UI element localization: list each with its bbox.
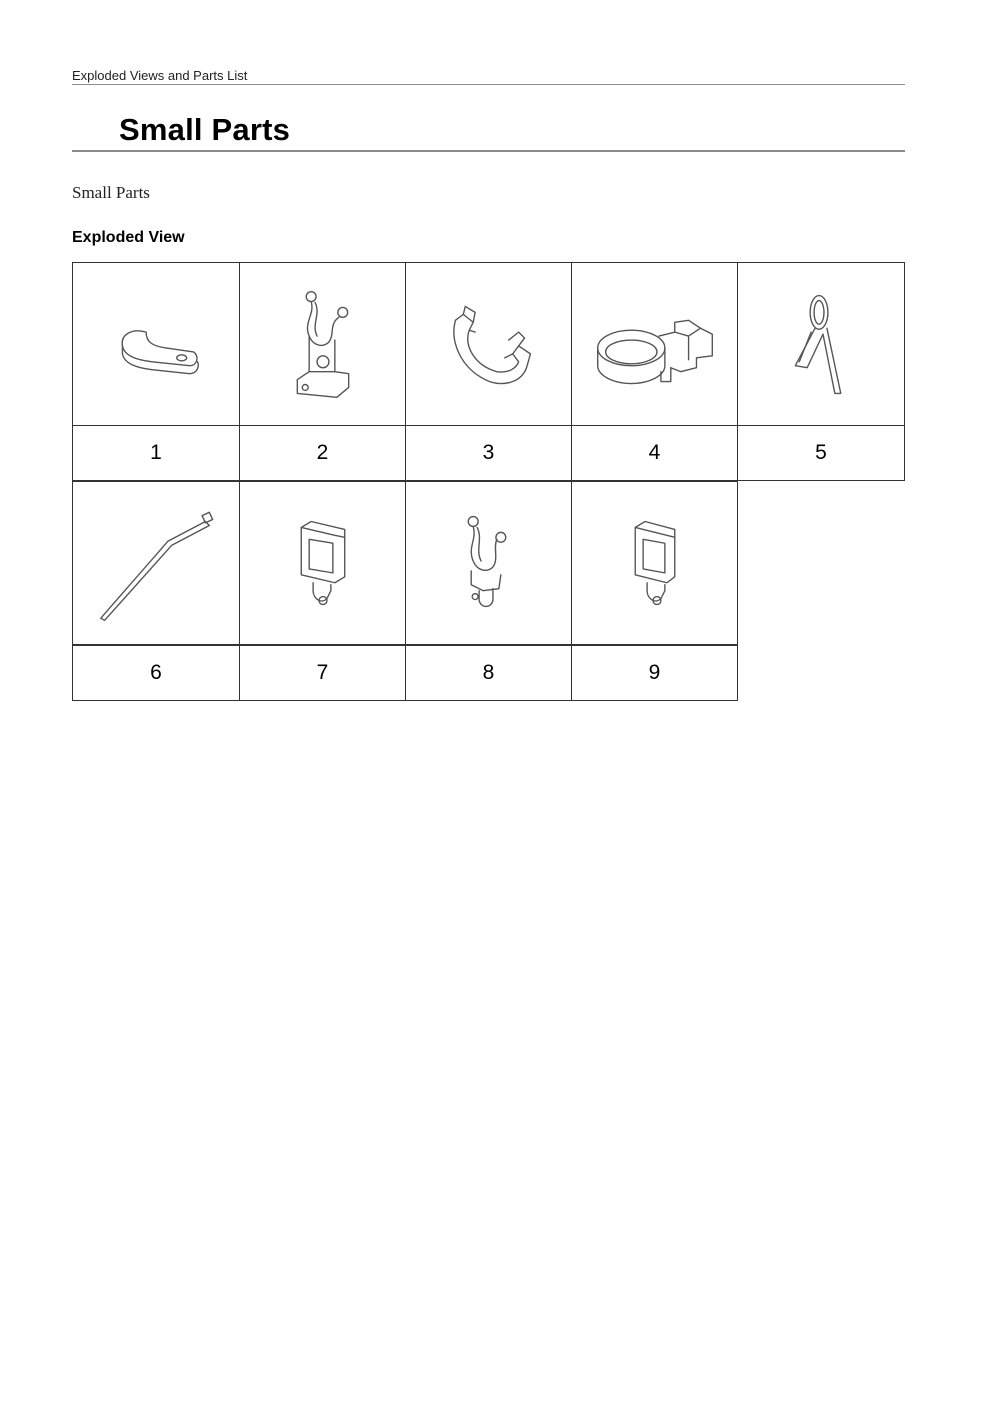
part-8-image-cell (405, 481, 572, 645)
square-cable-holder-icon (572, 482, 737, 644)
title-divider (72, 150, 905, 152)
part-number: 9 (571, 645, 738, 701)
page-title: Small Parts (119, 112, 291, 147)
part-5-image-cell (737, 262, 905, 426)
part-number: 8 (405, 645, 572, 701)
wire-spring-clip-icon (240, 263, 405, 425)
square-cable-holder-icon (240, 482, 405, 644)
part-number: 7 (239, 645, 406, 701)
page-subtitle: Small Parts (72, 183, 150, 202)
part-number: 6 (72, 645, 240, 701)
part-2-image-cell (239, 262, 406, 426)
spring-wire-holder-icon (406, 482, 571, 644)
part-number: 1 (72, 425, 240, 481)
part-number: 3 (405, 425, 572, 481)
wire-loop-clip-icon (738, 263, 904, 425)
part-6-image-cell (72, 481, 240, 645)
split-tube-holder-icon (406, 263, 571, 425)
header-divider (72, 84, 905, 85)
section-heading: Exploded View (72, 229, 185, 246)
part-7-image-cell (239, 481, 406, 645)
band-clamp-with-bracket-icon (572, 263, 737, 425)
part-number: 5 (737, 425, 905, 481)
part-number: 2 (239, 425, 406, 481)
running-header: Exploded Views and Parts List (72, 68, 248, 83)
p-clamp-icon (73, 263, 239, 425)
part-1-image-cell (72, 262, 240, 426)
part-9-image-cell (571, 481, 738, 645)
part-4-image-cell (571, 262, 738, 426)
cable-tie-icon (73, 482, 239, 644)
part-number: 4 (571, 425, 738, 481)
part-3-image-cell (405, 262, 572, 426)
